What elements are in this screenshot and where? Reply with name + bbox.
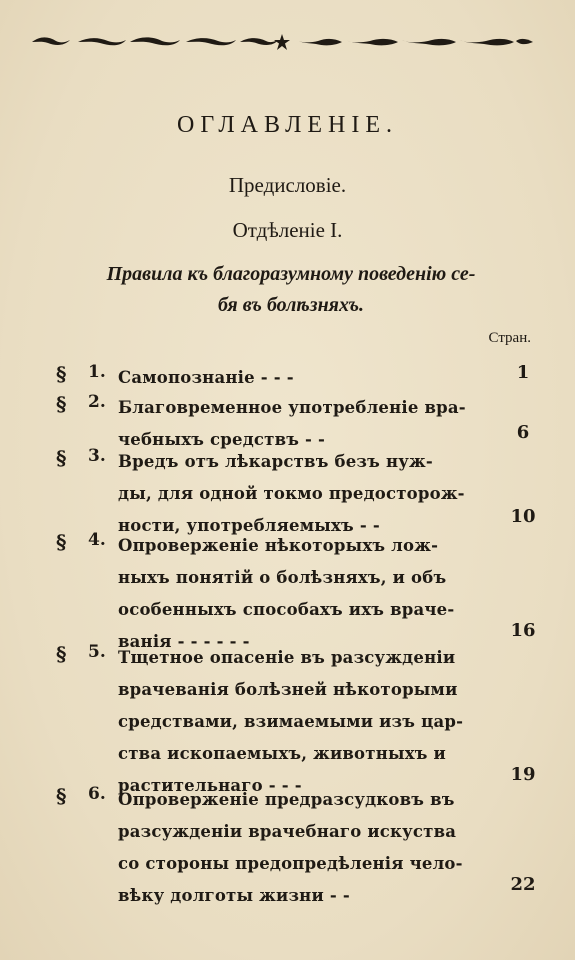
entry-text: [118, 784, 496, 912]
entry-number: 5.: [88, 642, 106, 662]
preface-heading: Предисловіе.: [228, 173, 347, 197]
section-symbol: §: [56, 446, 67, 470]
entry-line: разсужденіи врачебнаго искуства: [118, 822, 457, 841]
ornament-right: [296, 39, 533, 45]
entry-page-number: 6: [516, 422, 530, 443]
entry-number: 6.: [88, 784, 106, 804]
entry-page-number: 19: [510, 764, 536, 785]
entry-number: 2.: [88, 392, 106, 412]
section-symbol: §: [56, 784, 67, 808]
entry-line: Вредъ отъ лѣкарствъ безъ нуж-: [118, 452, 433, 471]
entry-line: ности, употребляемыхъ - -: [118, 516, 380, 535]
section-symbol: §: [56, 530, 67, 554]
entry-page-number: 16: [510, 620, 536, 641]
section-heading: Отдѣленіе I.: [232, 218, 343, 242]
entry-line: растительнаго - - -: [118, 776, 302, 795]
entry-line: врачеванія болѣзней нѣкоторыми: [118, 680, 458, 699]
ornament-star-icon: [274, 34, 290, 50]
entry-line: особенныхъ способахъ ихъ враче-: [118, 600, 455, 619]
entry-line: Опроверженіе нѣкоторыхъ лож-: [118, 536, 439, 555]
section-symbol: §: [56, 642, 67, 666]
entry-page-number: 10: [510, 506, 536, 527]
entry-number: 3.: [88, 446, 106, 466]
entry-line: чебныхъ средствъ - -: [118, 430, 326, 449]
entry-text: [118, 642, 496, 802]
ornament-left: [32, 37, 278, 45]
section-symbol: §: [56, 392, 67, 416]
section-subtitle: [46, 259, 536, 321]
entry-number: 1.: [88, 362, 106, 382]
entry-number: 4.: [88, 530, 106, 550]
page-title: ОГЛАВЛЕНІЕ.: [176, 112, 399, 138]
entry-line: средствами, взимаемыми изъ цар-: [118, 712, 464, 731]
entry-line: Тщетное опасеніе въ разсужденіи: [118, 648, 456, 667]
subtitle-line-2: бя въ болѣзняхъ.: [217, 294, 365, 316]
entry-line: ды, для одной токмо предосторож-: [118, 484, 465, 503]
ornament-rule: [30, 30, 535, 54]
entry-line: Опроверженіе предразсудковъ въ: [118, 790, 455, 809]
entry-line: Самопознаніе - - -: [118, 368, 294, 387]
entry-line: со стороны предопредѣленія чело-: [118, 854, 463, 873]
entry-line: ванія - - - - - -: [118, 632, 250, 651]
section-symbol: §: [56, 362, 67, 386]
entry-line: ства ископаемыхъ, животныхъ и: [118, 744, 446, 763]
subtitle-line-1: Правила къ благоразумному поведенію се-: [106, 263, 476, 285]
entry-page-number: 22: [510, 874, 536, 895]
entry-text: [118, 530, 496, 658]
entry-line: вѣку долготы жизни - -: [118, 886, 350, 905]
page-column-label: Стран.: [488, 330, 531, 346]
entry-line: Благовременное употребленіе вра-: [118, 398, 466, 417]
entry-text: [118, 362, 496, 394]
entry-line: ныхъ понятій о болѣзняхъ, и объ: [118, 568, 447, 587]
entry-page-number: 1: [516, 362, 530, 383]
entry-text: [118, 446, 496, 542]
